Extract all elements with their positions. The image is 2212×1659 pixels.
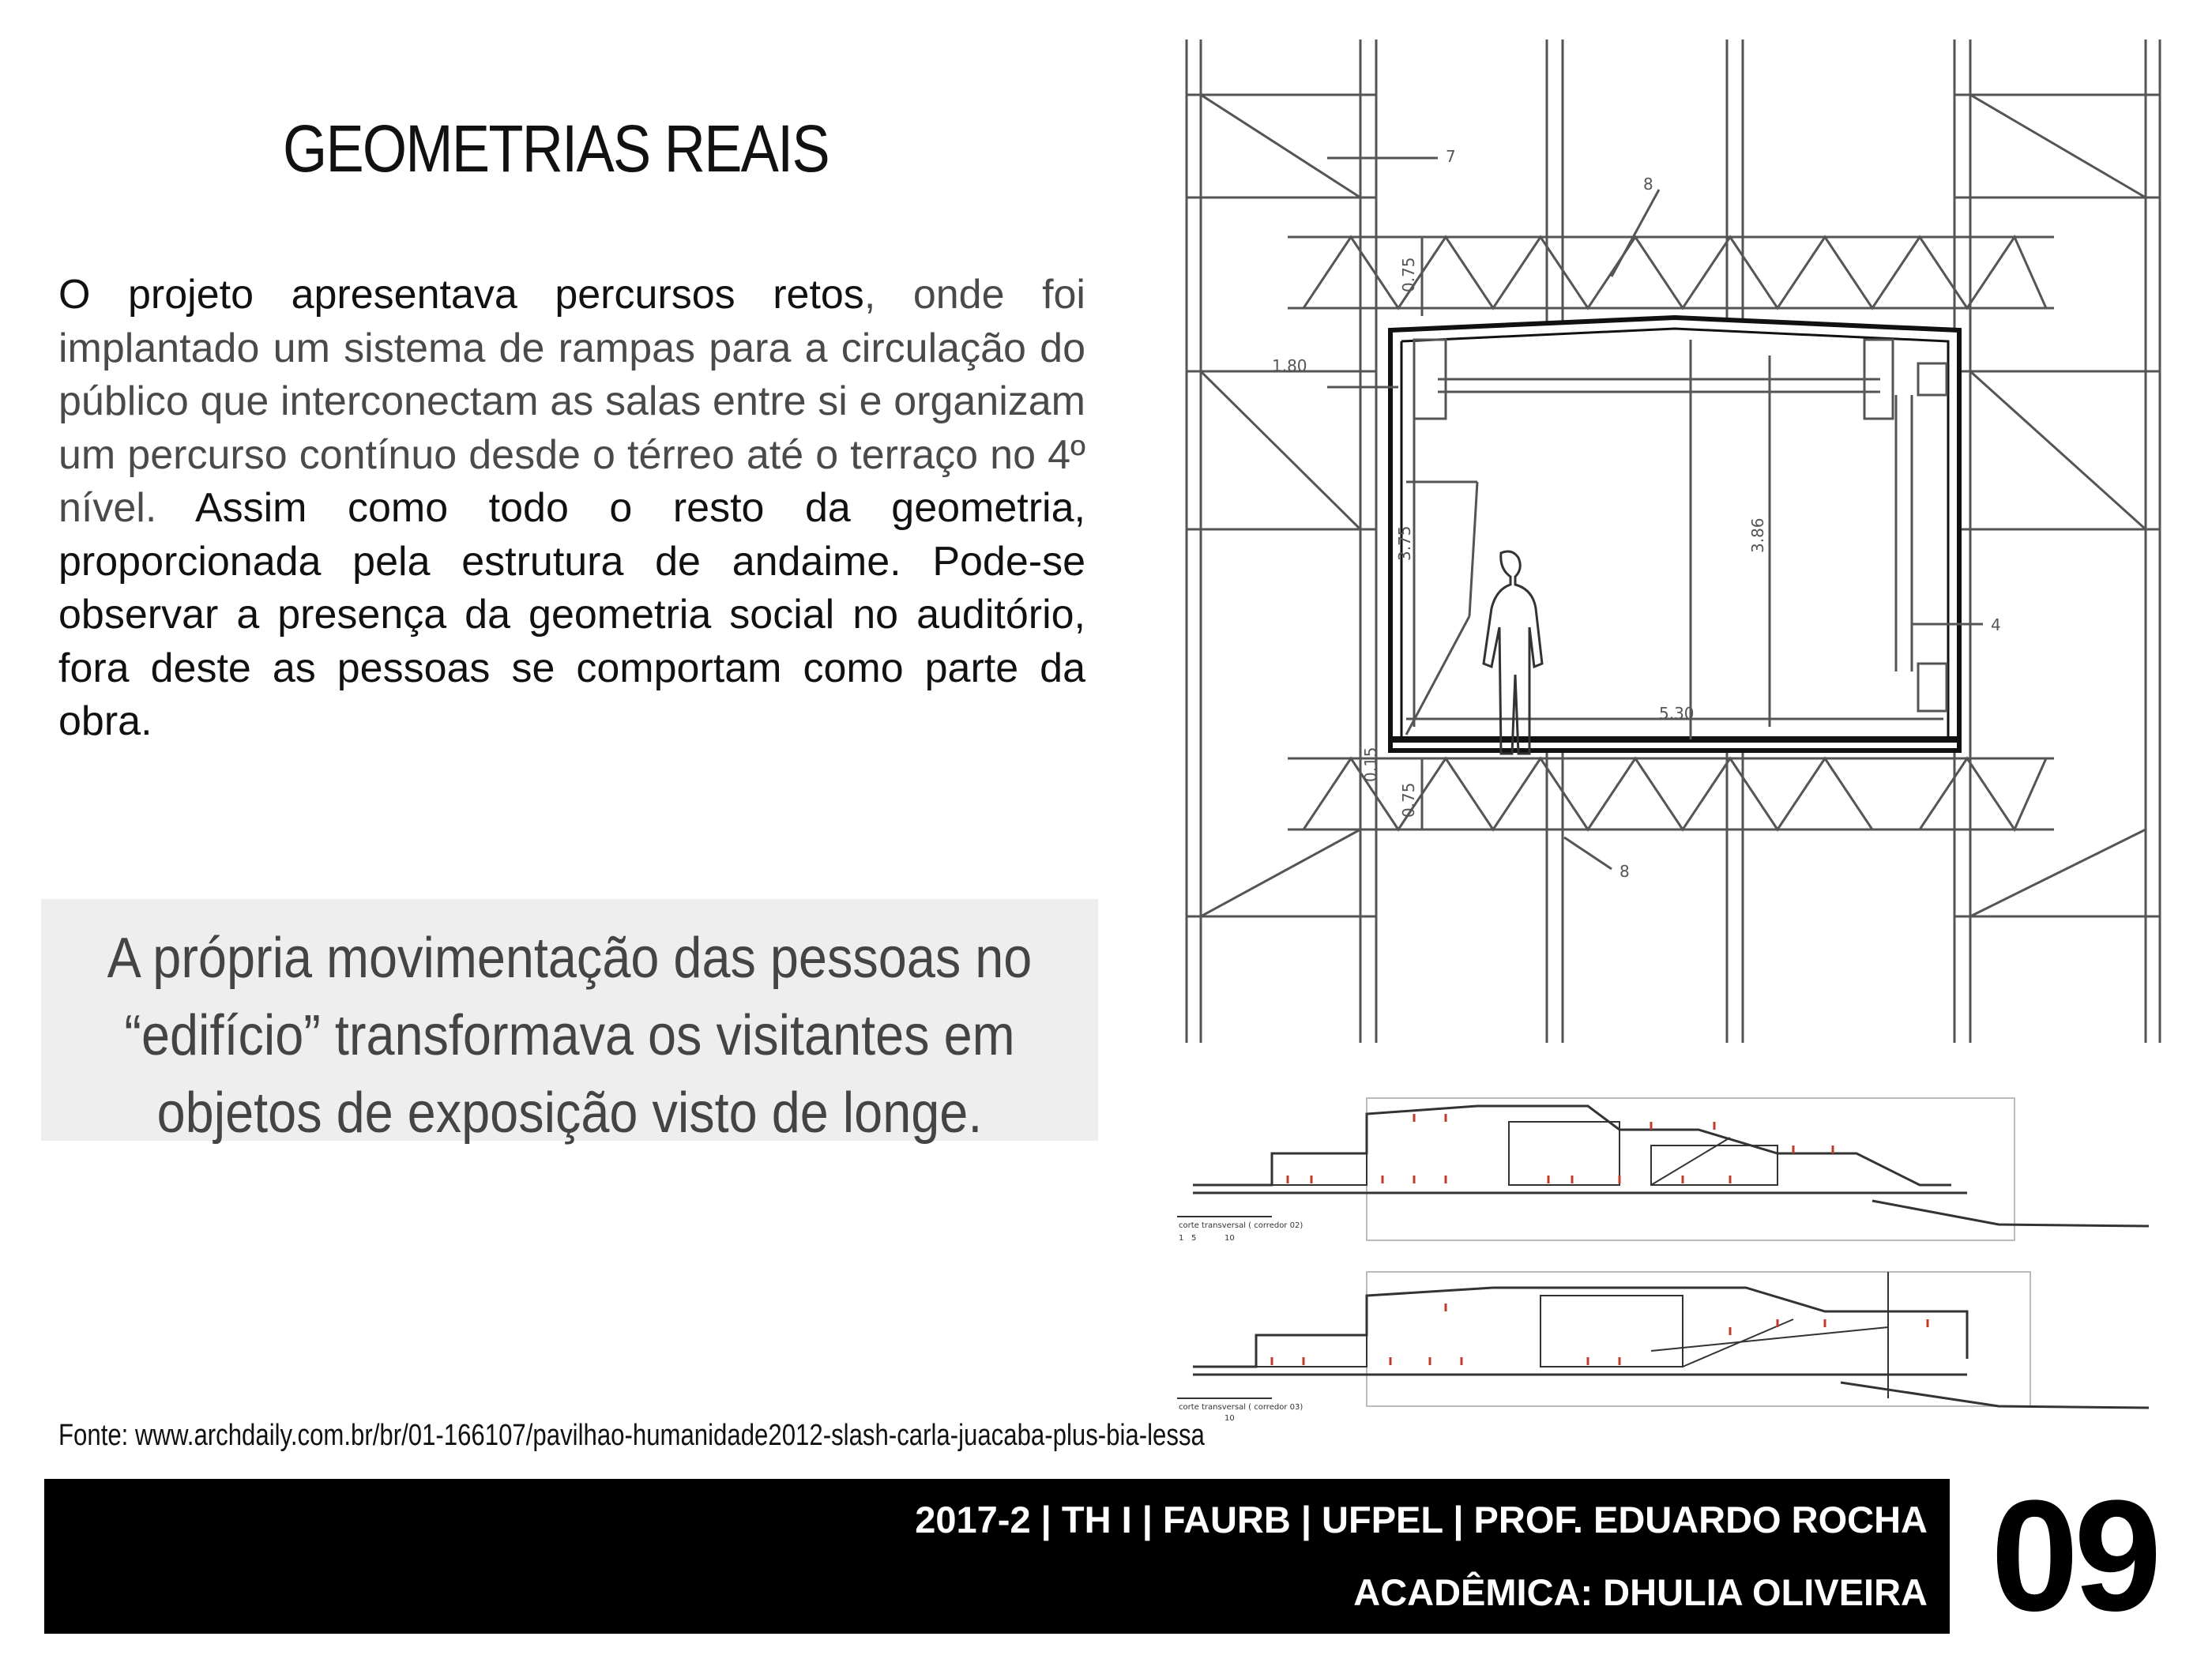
cut1-label: corte transversal ( corredor 02)	[1179, 1221, 1304, 1230]
source-citation: Fonte: www.archdaily.com.br/br/01-166107/pavilhao-humanidade2012-slash-carla-juacaba-plus-bia-lessa	[58, 1419, 1205, 1452]
callout-8-top: 8	[1643, 175, 1653, 194]
body-paragraph	[58, 269, 1085, 749]
quote-text: A própria movimentação das pessoas no “edifício” transformava os visitantes em objetos de exposição visto de longe.	[107, 927, 1033, 1145]
paragraph-part-1: O projeto apresentava percursos retos	[58, 272, 864, 318]
callout-8-bottom: 8	[1620, 862, 1630, 881]
footer-bar	[44, 1479, 1950, 1634]
dim-386: 3.86	[1748, 517, 1767, 553]
callout-7: 7	[1446, 147, 1456, 166]
dim-530: 5.30	[1659, 704, 1695, 723]
scale-5-a: 5	[1191, 1234, 1197, 1243]
dim-180: 1.80	[1272, 356, 1307, 375]
paragraph-part-2: , onde foi implantado um sistema de rampas para a circulação do público que interconectam as salas entre si e organizam um percurso contínuo desde o térreo até o terraço no 4º nível.	[58, 272, 1085, 531]
footer-student: ACADÊMICA: DHULIA OLIVEIRA	[1353, 1571, 1928, 1613]
dim-075-top: 0.75	[1399, 257, 1418, 292]
page-number: 09	[1991, 1468, 2157, 1644]
page-title: GEOMETRIAS REAIS	[283, 111, 830, 186]
dim-015: 0.15	[1361, 747, 1380, 782]
callout-4: 4	[1991, 615, 2001, 634]
scale-1-a: 1	[1179, 1234, 1184, 1243]
section-drawing	[1169, 40, 2165, 1051]
dim-375: 3.75	[1395, 525, 1414, 561]
footer-course-info: 2017-2 | TH I | FAURB | UFPEL | PROF. EDUARDO ROCHA	[915, 1499, 1928, 1540]
scale-10-a: 10	[1224, 1234, 1235, 1243]
dim-075-bottom: 0.75	[1399, 782, 1418, 818]
quote-box	[41, 899, 1098, 1145]
scale-10-b: 10	[1224, 1414, 1235, 1422]
cut2-label: corte transversal ( corredor 03)	[1179, 1403, 1304, 1412]
cross-sections-drawing	[1177, 1082, 2172, 1422]
paragraph-part-3: Assim como todo o resto da geometria, proporcionada pela estrutura de andaime. Pode-se observar a presença da geometria social no auditório, fora deste as pessoas se comportam como parte da obra.	[58, 485, 1085, 744]
